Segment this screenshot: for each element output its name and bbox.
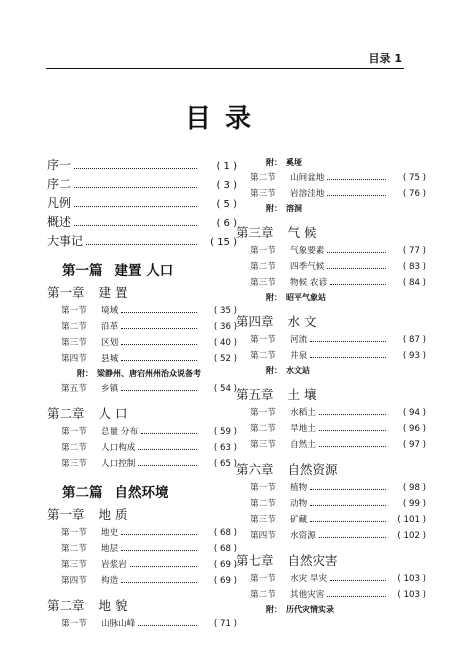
chapter-number: 第三章 [236,225,274,240]
toc-entry[interactable] [47,213,237,232]
toc-entry[interactable] [47,156,237,175]
dot-leader [330,284,386,285]
chapter-title: 自然资源 [287,462,338,477]
appendix-entry[interactable] [236,203,426,217]
dot-leader [86,244,197,245]
entry-page: ( 3 ) [216,180,237,191]
dot-leader [330,580,386,581]
dot-leader [121,550,197,551]
section-page: ( 71 ) [213,619,237,629]
section-entry[interactable] [236,513,426,529]
section-number: 第二节 [250,499,276,509]
section-entry[interactable] [236,276,426,292]
section-name: 矿藏 [290,515,308,525]
section-number: 第二节 [61,544,87,554]
section-number: 第一节 [61,427,87,437]
chapter-number: 第四章 [236,314,274,329]
section-entry[interactable] [236,349,426,365]
entry-name: 概述 [47,215,72,229]
part-heading[interactable] [47,481,237,503]
dot-leader [327,195,386,196]
section-page: ( 69 ) [213,576,237,586]
section-number: 第一节 [250,574,276,584]
section-page: ( 68 ) [213,544,237,554]
chapter-title: 自然灾害 [287,553,338,568]
section-entry[interactable] [47,352,237,368]
dot-leader [319,446,386,447]
section-entry[interactable] [236,438,426,454]
section-page: ( 65 ) [213,459,237,469]
section-entry[interactable] [47,441,237,457]
section-name: 自然土 [290,440,316,450]
section-page: ( 103 ) [397,590,426,600]
appendix-label: 附： [266,605,282,614]
chapter-number: 第二章 [47,598,85,613]
toc-entry[interactable] [47,194,237,213]
dot-leader [138,625,197,626]
dot-leader [310,489,386,490]
section-name: 沿革 [101,322,119,332]
section-page: ( 83 ) [402,262,426,272]
section-entry[interactable] [236,244,426,260]
dot-leader [121,582,197,583]
entry-page: ( 6 ) [216,218,237,229]
section-number: 第三节 [61,459,87,469]
appendix-text: 水文站 [286,366,310,375]
dot-leader [130,566,197,567]
entry-name: 序二 [47,177,72,191]
appendix-text: 历代灾情实录 [286,605,334,614]
section-entry[interactable] [47,320,237,336]
section-entry[interactable] [236,481,426,497]
dot-leader [327,179,386,180]
entry-page: ( 15 ) [210,237,237,248]
appendix-entry[interactable] [236,604,426,618]
entry-name: 大事记 [47,234,84,248]
chapter-title: 气 候 [287,225,317,240]
section-number: 第一节 [61,528,87,538]
section-name: 构造 [101,576,119,586]
section-name: 水资源 [290,531,316,541]
section-number: 第二节 [250,590,276,600]
section-page: ( 98 ) [402,483,426,493]
chapter-heading[interactable] [47,505,237,526]
section-number: 第五节 [61,384,87,394]
section-entry[interactable] [47,382,237,398]
dot-leader [74,168,197,169]
section-name: 其他灾害 [290,590,325,600]
section-entry[interactable] [47,574,237,590]
section-number: 第二节 [250,262,276,272]
dot-leader [319,537,386,538]
section-name: 旱地土 [290,424,316,434]
part-title: 建置 人口 [114,263,174,279]
appendix-label: 附： [266,366,282,375]
section-entry[interactable] [236,333,426,349]
section-page: ( 103 ) [397,574,426,584]
appendix-entry[interactable] [236,292,426,306]
section-number: 第三节 [250,440,276,450]
dot-leader [310,521,386,522]
entry-page: ( 5 ) [216,199,237,210]
dot-leader [74,225,197,226]
chapter-title: 地 质 [98,507,128,522]
appendix-text: 梁静州、唐宕州州治众说备考 [97,369,201,378]
section-page: ( 96 ) [402,424,426,434]
dot-leader [74,206,197,207]
appendix-label: 附： [266,158,282,167]
chapter-title: 建 置 [98,285,128,300]
section-name: 河流 [290,335,308,345]
dot-leader [310,505,386,506]
section-name: 区划 [101,338,119,348]
chapter-heading[interactable] [236,312,426,333]
dot-leader [319,430,386,431]
section-number: 第二节 [250,424,276,434]
section-page: ( 97 ) [402,440,426,450]
section-number: 第四节 [250,531,276,541]
section-name: 人口控制 [101,459,136,469]
section-number: 第三节 [61,338,87,348]
header-text: 目录 1 [368,52,402,65]
section-page: ( 40 ) [213,338,237,348]
section-page: ( 76 ) [402,189,426,199]
chapter-heading[interactable] [236,223,426,244]
section-name: 乡镇 [101,384,119,394]
section-name: 四季气候 [290,262,325,272]
section-entry[interactable] [236,422,426,438]
section-name: 山脉山峰 [101,619,136,629]
section-number: 第一节 [61,306,87,316]
section-page: ( 63 ) [213,443,237,453]
section-entry[interactable] [236,406,426,422]
chapter-number: 第一章 [47,285,85,300]
appendix-label: 附： [266,293,282,302]
section-name: 县城 [101,354,119,364]
dot-leader [327,596,386,597]
entry-name: 凡例 [47,196,72,210]
section-number: 第一节 [250,408,276,418]
dot-leader [138,465,197,466]
section-page: ( 52 ) [213,354,237,364]
toc-entry[interactable] [47,232,237,251]
dot-leader [327,268,386,269]
section-name: 地史 [101,528,119,538]
dot-leader [121,390,197,391]
toc-right-column [236,157,426,618]
dot-leader [121,344,197,345]
page-title: 目录 [184,104,265,134]
dot-leader [310,357,386,358]
appendix-text: 奚垭 [286,158,302,167]
section-entry[interactable] [47,304,237,320]
part-title: 自然环境 [114,485,169,501]
section-number: 第一节 [250,335,276,345]
section-name: 物候 农谚 [290,278,328,288]
section-name: 植物 [290,483,308,493]
chapter-number: 第七章 [236,553,274,568]
chapter-title: 土 壤 [287,387,317,402]
section-page: ( 93 ) [402,351,426,361]
section-name: 人口构成 [101,443,136,453]
dot-leader [121,360,197,361]
section-number: 第四节 [61,576,87,586]
section-page: ( 102 ) [397,531,426,541]
chapter-title: 水 文 [287,314,317,329]
section-number: 第二节 [61,443,87,453]
section-name: 岩溶洼地 [290,189,325,199]
chapter-number: 第二章 [47,406,85,421]
section-entry[interactable] [236,187,426,203]
chapter-heading[interactable] [236,551,426,572]
section-name: 总量 分布 [101,427,139,437]
section-name: 动物 [290,499,308,509]
section-name: 水稻土 [290,408,316,418]
section-page: ( 36 ) [213,322,237,332]
part-number: 第一篇 [62,263,103,279]
section-entry[interactable] [236,529,426,545]
dot-leader [310,341,386,342]
dot-leader [138,449,197,450]
part-heading[interactable] [47,259,237,281]
chapter-number: 第一章 [47,507,85,522]
section-page: ( 84 ) [402,278,426,288]
dot-leader [74,187,197,188]
chapter-title: 人 口 [98,406,128,421]
dot-leader [319,414,386,415]
chapter-number: 第六章 [236,462,274,477]
dot-leader [327,252,386,253]
appendix-label: 附： [77,369,93,378]
toc-entry[interactable] [47,175,237,194]
section-number: 第二节 [61,322,87,332]
appendix-entry[interactable] [236,365,426,379]
section-page: ( 101 ) [397,515,426,525]
section-entry[interactable] [236,588,426,604]
section-page: ( 99 ) [402,499,426,509]
section-page: ( 69 ) [213,560,237,570]
section-page: ( 94 ) [402,408,426,418]
section-entry[interactable] [47,425,237,441]
section-number: 第三节 [250,515,276,525]
entry-name: 序一 [47,158,72,172]
section-entry[interactable] [236,572,426,588]
dot-leader [141,433,197,434]
section-number: 第四节 [61,354,87,364]
section-page: ( 75 ) [402,173,426,183]
section-page: ( 77 ) [402,246,426,256]
section-number: 第二节 [250,173,276,183]
section-name: 山间盆地 [290,173,325,183]
chapter-heading[interactable] [236,460,426,481]
section-number: 第一节 [250,246,276,256]
chapter-heading[interactable] [236,385,426,406]
section-name: 水灾 旱灾 [290,574,328,584]
section-entry[interactable] [47,526,237,542]
section-page: ( 68 ) [213,528,237,538]
dot-leader [121,312,197,313]
section-entry[interactable] [236,260,426,276]
appendix-text: 溶洞 [286,204,302,213]
page-header [46,48,404,69]
section-name: 气象要素 [290,246,325,256]
section-entry[interactable] [47,457,237,473]
dot-leader [121,534,197,535]
chapter-heading[interactable] [47,283,237,304]
chapter-heading[interactable] [47,404,237,425]
section-number: 第三节 [250,189,276,199]
section-name: 岩浆岩 [101,560,127,570]
dot-leader [121,328,197,329]
section-number: 第二节 [250,351,276,361]
section-name: 境域 [101,306,119,316]
section-entry[interactable] [47,558,237,574]
chapter-heading[interactable] [47,596,237,617]
appendix-entry[interactable] [236,157,426,171]
section-page: ( 87 ) [402,335,426,345]
section-number: 第三节 [250,278,276,288]
section-entry[interactable] [47,617,237,633]
chapter-number: 第五章 [236,387,274,402]
entry-page: ( 1 ) [216,161,237,172]
section-page: ( 35 ) [213,306,237,316]
appendix-entry[interactable] [47,368,237,382]
section-number: 第三节 [61,560,87,570]
section-page: ( 59 ) [213,427,237,437]
section-entry[interactable] [47,542,237,558]
section-entry[interactable] [47,336,237,352]
section-name: 井泉 [290,351,308,361]
section-number: 第一节 [250,483,276,493]
section-name: 地层 [101,544,119,554]
appendix-label: 附： [266,204,282,213]
section-entry[interactable] [236,497,426,513]
toc-left-column [47,156,237,633]
section-number: 第一节 [61,619,87,629]
part-number: 第二篇 [62,485,103,501]
appendix-text: 昭平气象站 [286,293,326,302]
section-entry[interactable] [236,171,426,187]
section-page: ( 54 ) [213,384,237,394]
chapter-title: 地 貌 [98,598,128,613]
